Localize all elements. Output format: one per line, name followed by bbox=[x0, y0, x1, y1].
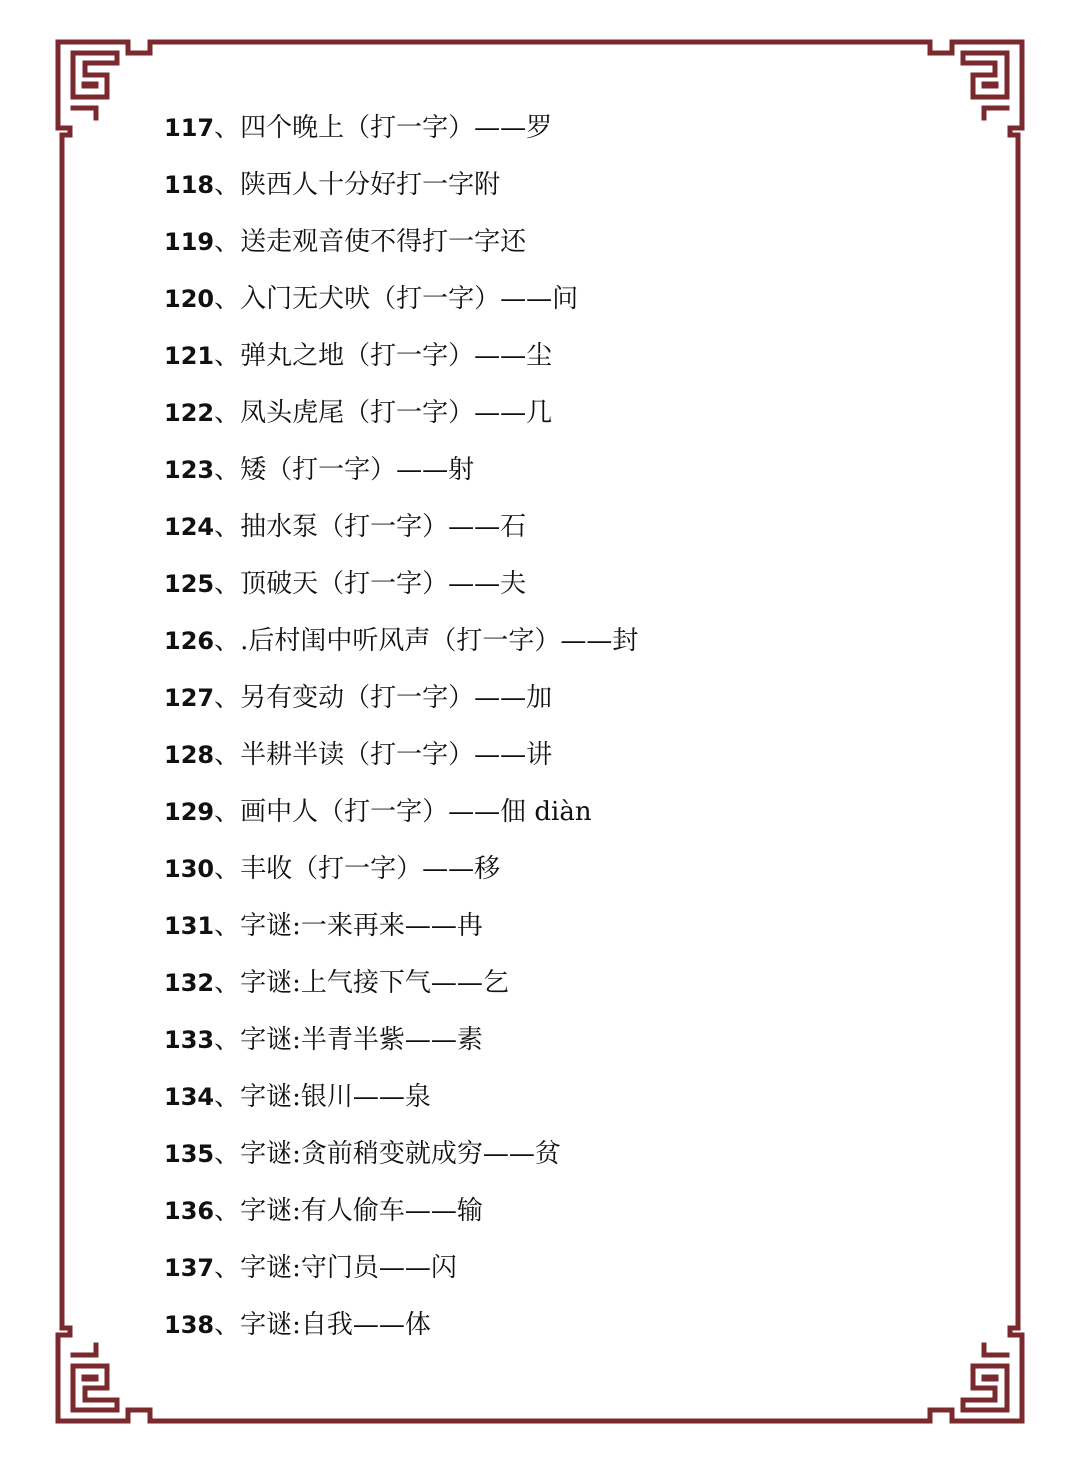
riddle-separator: 、 bbox=[214, 968, 241, 998]
riddle-text: 陕西人十分好打一字附 bbox=[240, 170, 501, 200]
riddle-separator: 、 bbox=[214, 455, 241, 485]
riddle-item bbox=[164, 100, 638, 157]
riddle-text: 字谜:银川——泉 bbox=[240, 1082, 431, 1112]
riddle-separator: 、 bbox=[214, 398, 241, 428]
riddle-number: 123 bbox=[164, 456, 215, 484]
riddle-item bbox=[164, 613, 638, 670]
riddle-item bbox=[164, 1183, 638, 1240]
riddle-number: 135 bbox=[164, 1140, 215, 1168]
riddle-separator: 、 bbox=[214, 854, 241, 884]
riddle-separator: 、 bbox=[214, 797, 241, 827]
riddle-text: 另有变动（打一字）——加 bbox=[240, 683, 553, 713]
riddle-number: 122 bbox=[164, 399, 215, 427]
riddle-item bbox=[164, 841, 638, 898]
riddle-number: 138 bbox=[164, 1311, 215, 1339]
riddle-item bbox=[164, 214, 638, 271]
riddle-item bbox=[164, 784, 638, 841]
riddle-item bbox=[164, 727, 638, 784]
riddle-text: 字谜:守门员——闪 bbox=[240, 1253, 457, 1283]
riddle-separator: 、 bbox=[214, 512, 241, 542]
riddle-item bbox=[164, 556, 638, 613]
riddle-text: 弹丸之地（打一字）——尘 bbox=[240, 341, 553, 371]
riddle-separator: 、 bbox=[214, 1310, 241, 1340]
riddle-number: 129 bbox=[164, 798, 215, 826]
riddle-number: 118 bbox=[164, 171, 215, 199]
riddle-separator: 、 bbox=[214, 1253, 241, 1283]
riddle-separator: 、 bbox=[214, 911, 241, 941]
riddle-number: 117 bbox=[164, 114, 215, 142]
riddle-separator: 、 bbox=[214, 1082, 241, 1112]
riddle-text: 送走观音使不得打一字还 bbox=[240, 227, 527, 257]
riddle-separator: 、 bbox=[214, 284, 241, 314]
riddle-separator: 、 bbox=[214, 227, 241, 257]
riddle-text: 字谜:一来再来——冉 bbox=[240, 911, 483, 941]
corner-ornament-top-right bbox=[930, 42, 1022, 135]
riddle-text: 字谜:贪前稍变就成穷——贫 bbox=[240, 1139, 561, 1169]
riddle-separator: 、 bbox=[214, 170, 241, 200]
riddle-separator: 、 bbox=[214, 341, 241, 371]
riddle-number: 134 bbox=[164, 1083, 215, 1111]
riddle-number: 127 bbox=[164, 684, 215, 712]
riddle-text: 字谜:自我——体 bbox=[240, 1310, 431, 1340]
riddle-item bbox=[164, 1012, 638, 1069]
riddle-separator: 、 bbox=[214, 683, 241, 713]
riddle-item bbox=[164, 670, 638, 727]
riddle-item bbox=[164, 1126, 638, 1183]
riddle-item bbox=[164, 499, 638, 556]
riddle-text: 凤头虎尾（打一字）——几 bbox=[240, 398, 553, 428]
riddle-list bbox=[164, 100, 638, 1354]
riddle-text: 字谜:半青半紫——素 bbox=[240, 1025, 483, 1055]
riddle-separator: 、 bbox=[214, 1025, 241, 1055]
riddle-item bbox=[164, 385, 638, 442]
riddle-separator: 、 bbox=[214, 740, 241, 770]
riddle-text: 顶破天（打一字）——夫 bbox=[240, 569, 527, 599]
riddle-item bbox=[164, 898, 638, 955]
corner-ornament-bottom-right bbox=[930, 1328, 1022, 1421]
corner-ornament-top-left bbox=[58, 42, 150, 135]
riddle-number: 137 bbox=[164, 1254, 215, 1282]
riddle-text: 半耕半读（打一字）——讲 bbox=[240, 740, 553, 770]
riddle-item bbox=[164, 1069, 638, 1126]
riddle-item bbox=[164, 442, 638, 499]
riddle-item bbox=[164, 328, 638, 385]
riddle-separator: 、 bbox=[214, 569, 241, 599]
riddle-number: 130 bbox=[164, 855, 215, 883]
riddle-separator: 、 bbox=[214, 1139, 241, 1169]
riddle-number: 128 bbox=[164, 741, 215, 769]
riddle-separator: 、 bbox=[214, 1196, 241, 1226]
riddle-number: 121 bbox=[164, 342, 215, 370]
riddle-separator: 、 bbox=[214, 626, 241, 656]
riddle-number: 132 bbox=[164, 969, 215, 997]
riddle-text: 四个晚上（打一字）——罗 bbox=[240, 113, 553, 143]
riddle-number: 136 bbox=[164, 1197, 215, 1225]
riddle-text: 画中人（打一字）——佃 diàn bbox=[240, 797, 592, 827]
riddle-number: 126 bbox=[164, 627, 215, 655]
riddle-text: .后村闺中听风声（打一字）——封 bbox=[240, 626, 639, 656]
riddle-text: 丰收（打一字）——移 bbox=[240, 854, 501, 884]
riddle-number: 125 bbox=[164, 570, 215, 598]
riddle-item bbox=[164, 271, 638, 328]
riddle-item bbox=[164, 1297, 638, 1354]
riddle-number: 133 bbox=[164, 1026, 215, 1054]
riddle-number: 124 bbox=[164, 513, 215, 541]
riddle-text: 矮（打一字）——射 bbox=[240, 455, 475, 485]
riddle-item bbox=[164, 1240, 638, 1297]
riddle-text: 字谜:上气接下气——乞 bbox=[240, 968, 509, 998]
corner-ornament-bottom-left bbox=[58, 1328, 150, 1421]
riddle-number: 119 bbox=[164, 228, 215, 256]
riddle-item bbox=[164, 157, 638, 214]
riddle-text: 入门无犬吠（打一字）——问 bbox=[240, 284, 579, 314]
riddle-separator: 、 bbox=[214, 113, 241, 143]
riddle-text: 字谜:有人偷车——输 bbox=[240, 1196, 483, 1226]
riddle-number: 131 bbox=[164, 912, 215, 940]
riddle-number: 120 bbox=[164, 285, 215, 313]
riddle-item bbox=[164, 955, 638, 1012]
riddle-text: 抽水泵（打一字）——石 bbox=[240, 512, 527, 542]
